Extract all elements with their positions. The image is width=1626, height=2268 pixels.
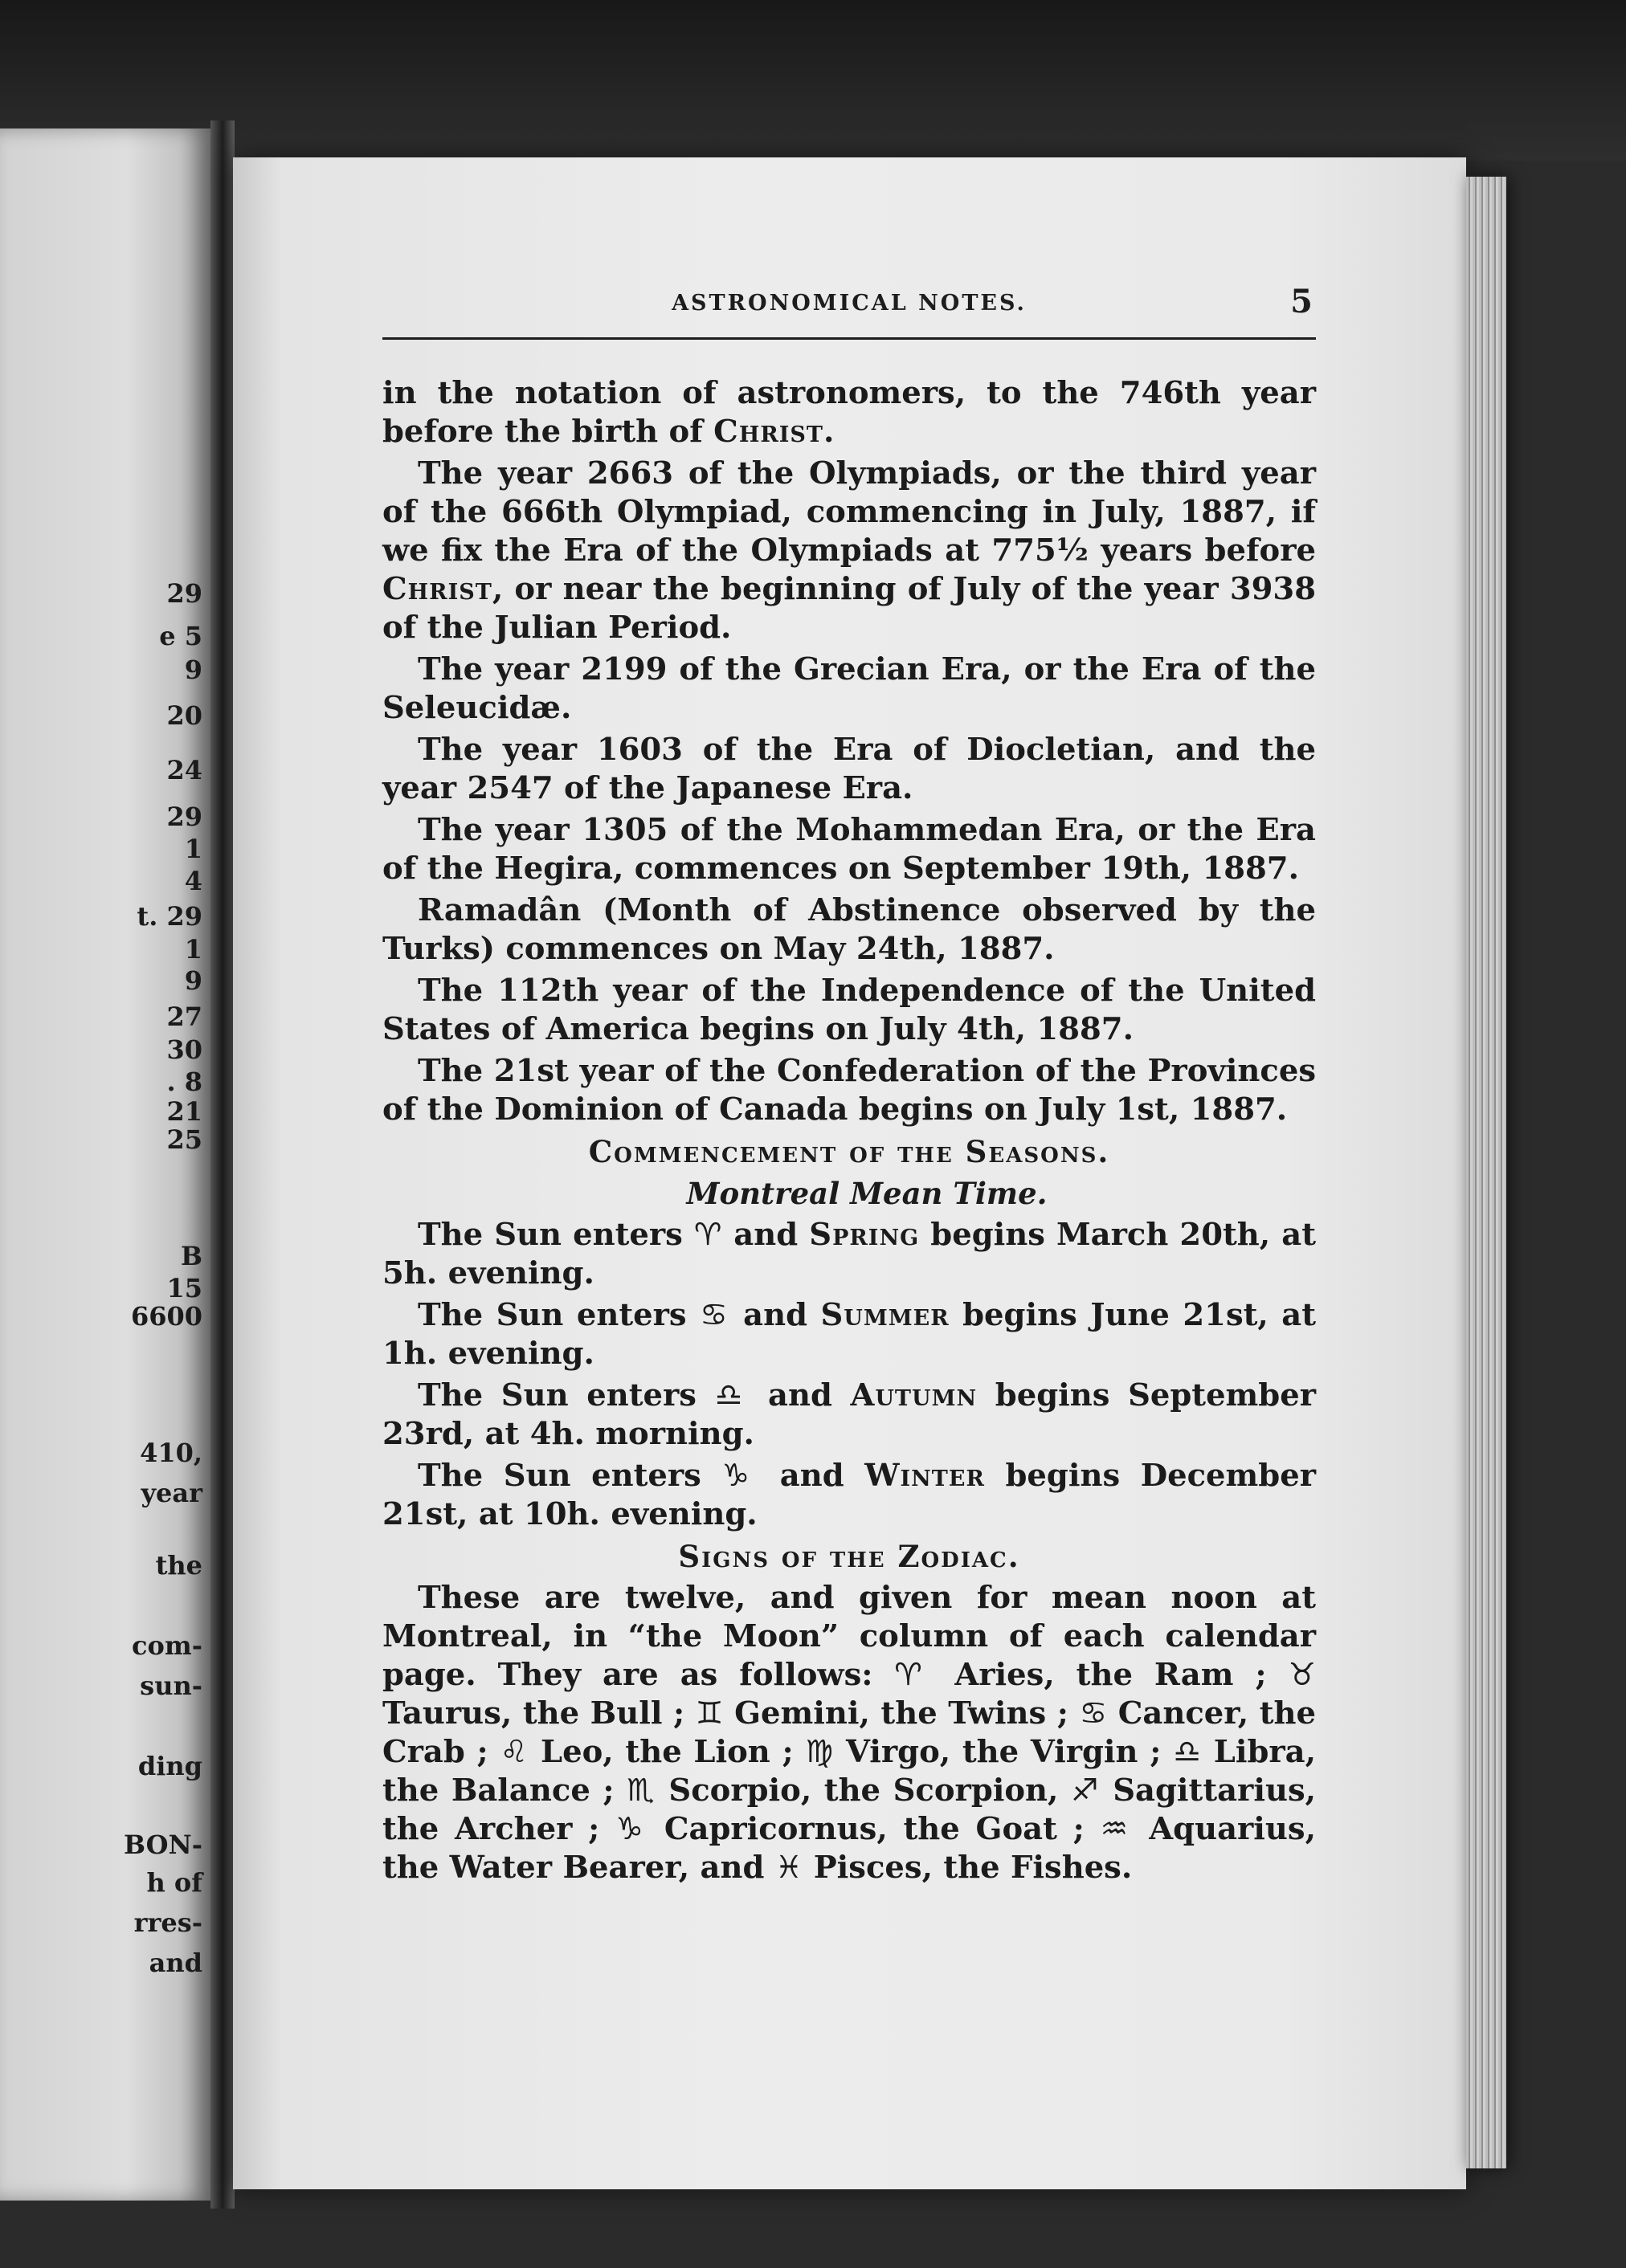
cancer-icon: ♋ [700,1297,730,1333]
paragraph: The year 1305 of the Mohammedan Era, or the Era of the Hegira, commences on September 19th, 1887. [382,812,1316,887]
paragraph: The year 2663 of the Olympiads, or the third year of the 666th Olympiad, commencing in July, 1887, if we fix the Era of the Olympiads at 775½ years before Christ, or near the beginning of July of the year 3938 of the Julian Period. [382,455,1316,646]
libra-icon: ♎ [714,1377,750,1413]
margin-text: 24 [166,755,202,785]
book-gutter [210,120,235,2209]
margin-text: 4 [184,866,202,896]
season-entry: The Sun enters ♑ and Winter begins December 21st, at 10h. evening. [382,1458,1316,1532]
facing-page [0,128,210,2201]
margin-text: sun- [140,1670,202,1701]
gemini-icon: ♊ [695,1695,724,1732]
margin-text: BON- [123,1829,202,1860]
margin-text: 21 [166,1096,202,1127]
season-entry: The Sun enters ♎ and Autumn begins September 23rd, at 4h. morning. [382,1377,1316,1452]
sagittarius-icon: ♐ [1071,1772,1101,1809]
page-edges [1466,177,1506,2168]
paragraph: The year 1603 of the Era of Diocletian, and the year 2547 of the Japanese Era. [382,732,1316,806]
scorpio-icon: ♏ [627,1772,656,1809]
margin-text: 15 [166,1273,202,1303]
page-body [382,374,1316,1891]
margin-text: rres- [133,1907,202,1938]
seasons-subheading: Montreal Mean Time. [686,1176,1048,1211]
zodiac-heading: Signs of the Zodiac. [678,1539,1020,1574]
aries-icon: ♈ [693,1217,723,1253]
aries-icon: ♈ [894,1657,934,1693]
seasons-heading: Commencement of the Seasons. [588,1134,1110,1169]
paragraph: The 112th year of the Independence of the United States of America begins on July 4th, 1887. [382,973,1316,1047]
zodiac-paragraph: These are twelve, and given for mean noon at Montreal, in “the Moon” column of each calendar page. They are as follows: ♈ Aries, the Ram ; ♉ Taurus, the Bull ; ♊ Gemini, the Twins ; ♋ Cancer, the Crab ; ♌ Leo, the Lion ; ♍ Virgo, the Virgin ; ♎ Libra, the Balance ; ♏ Scorpio, the Scorpion, ♐ Sagittarius, the Archer ; ♑ Capricornus, the Goat ; ♒ Aquarius, the Water Bearer, and ♓ Pisces, the Fishes. [382,1580,1317,1886]
page-number: 5 [1290,283,1313,320]
margin-text: B [180,1241,202,1271]
margin-text: 410, [140,1438,202,1468]
margin-text: . 8 [166,1067,202,1097]
margin-text: ding [137,1751,202,1781]
margin-text: 27 [166,1001,202,1032]
margin-text: e 5 [159,621,202,651]
margin-text: 1 [184,934,202,965]
season-entry: The Sun enters ♈ and Spring begins March 20th, at 5h. evening. [382,1217,1317,1291]
capricorn-icon: ♑ [615,1811,649,1847]
leo-icon: ♌ [500,1734,529,1770]
margin-text: 1 [184,834,202,864]
margin-text: 20 [166,700,202,731]
margin-text: com- [132,1630,202,1661]
taurus-icon: ♉ [1288,1657,1317,1693]
margin-text: 29 [166,802,202,832]
capricorn-icon: ♑ [721,1458,760,1494]
virgo-icon: ♍ [805,1734,835,1770]
margin-text: 29 [166,578,202,609]
margin-text: 6600 [130,1301,202,1332]
paragraph: in the notation of astronomers, to the 746th year before the birth of Christ. [382,375,1316,450]
running-head: ASTRONOMICAL NOTES. [672,291,1027,316]
season-entry: The Sun enters ♋ and Summer begins June 21st, at 1h. evening. [382,1297,1317,1372]
background-shadow [0,0,1626,161]
pisces-icon: ♓ [774,1850,803,1886]
libra-icon: ♎ [1173,1734,1203,1770]
paragraph: The year 2199 of the Grecian Era, or the Era of the Seleucidæ. [382,651,1316,726]
margin-text: t. 29 [137,901,202,932]
page-header [382,283,1316,340]
aquarius-icon: ♒ [1100,1811,1134,1847]
margin-text: 9 [184,965,202,996]
margin-text: year [141,1478,202,1508]
margin-text: 30 [166,1034,202,1065]
margin-text: h of [146,1867,202,1898]
paragraph: Ramadân (Month of Abstinence observed by the Turks) commences on May 24th, 1887. [382,892,1316,967]
cancer-icon: ♋ [1079,1695,1108,1732]
margin-text: 25 [166,1124,202,1155]
margin-text: the [155,1550,202,1581]
margin-text: and [149,1948,202,1978]
margin-text: 9 [184,655,202,685]
paragraph: The 21st year of the Confederation of the Provinces of the Dominion of Canada begins on July 1st, 1887. [382,1053,1316,1128]
